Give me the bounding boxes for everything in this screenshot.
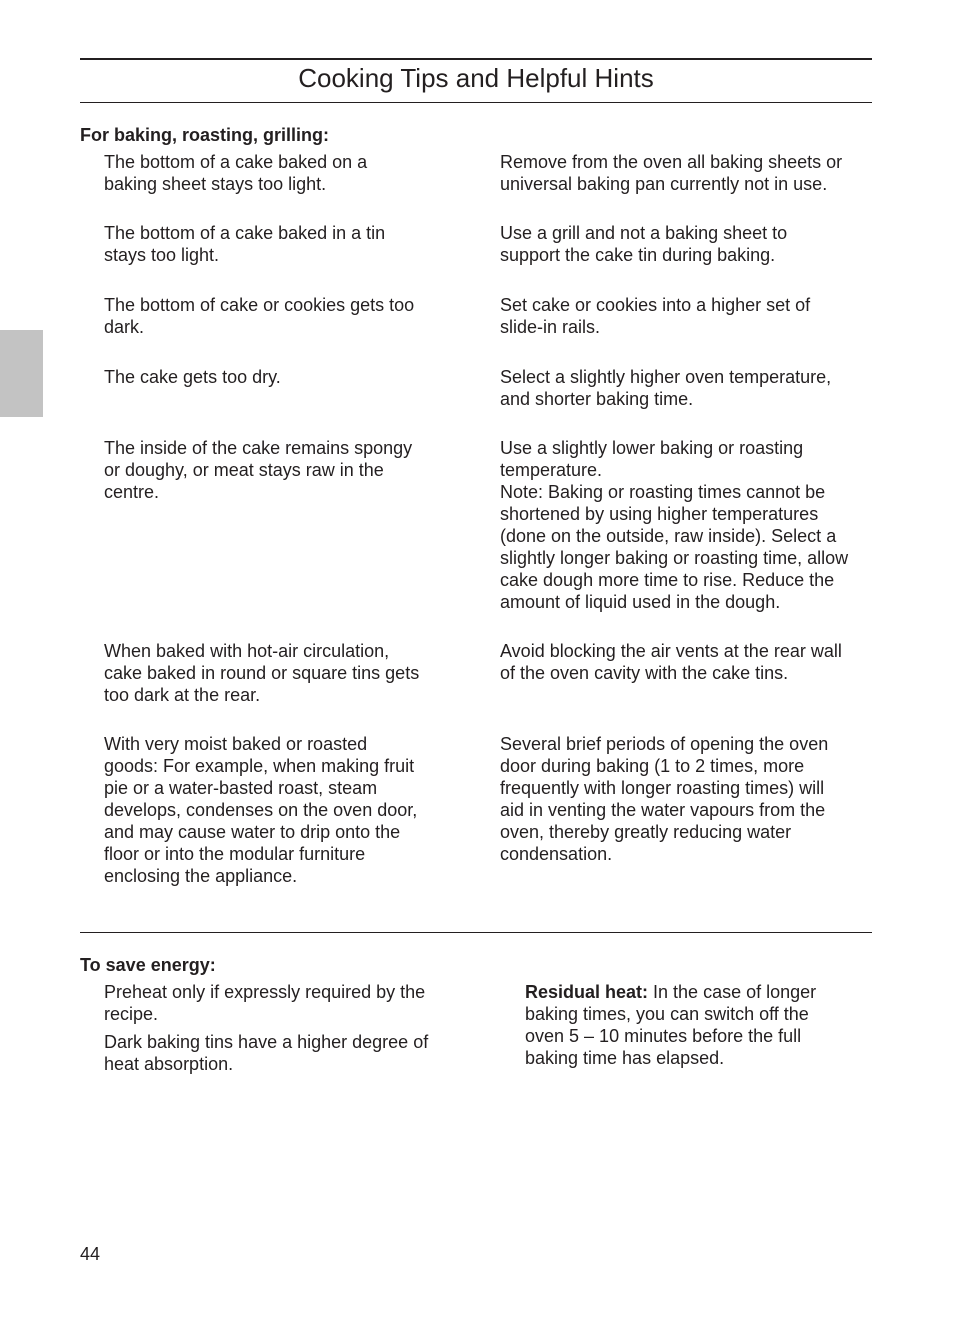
page-number: 44	[80, 1244, 101, 1264]
section-tab-marker	[0, 330, 43, 417]
energy-tip: Dark baking tins have a higher degree of heat absorption.	[104, 1032, 429, 1074]
residual-heat-text: In the case of longer baking times, you can switch off the oven 5 – 10 minutes before the full baking time has elapsed.	[525, 982, 817, 1068]
solution-text: Use a grill and not a baking sheet to support the cake tin during baking.	[500, 223, 788, 265]
solution-text: Set cake or cookies into a higher set of slide-in rails.	[500, 295, 811, 337]
residual-heat-label: Residual heat:	[525, 982, 649, 1002]
section-divider	[80, 932, 872, 933]
solution-text: Select a slightly higher oven temperature, and shorter baking time.	[500, 367, 832, 409]
solution-text: Use a slightly lower baking or roasting temperature. Note: Baking or roasting times cannot be shortened by using higher temperatures (done on the outside, raw inside). Select a slightly longer baking or roasting time, allow cake dough more time to rise. Reduce the amount of liquid used in the dough.	[500, 438, 849, 612]
energy-tip: Preheat only if expressly required by the recipe.	[104, 982, 426, 1024]
problem-text: The cake gets too dry.	[104, 367, 281, 387]
problem-text: When baked with hot-air circulation, cake baked in round or square tins gets too dark at the rear.	[104, 641, 420, 705]
solution-text: Several brief periods of opening the oven door during baking (1 to 2 times, more frequently with longer roasting times) will aid in venting the water vapours from the oven, thereby greatly reducing water condensation.	[500, 734, 829, 864]
energy-heading: To save energy:	[80, 955, 216, 975]
title-bottom-rule	[80, 102, 872, 103]
solution-text: Avoid blocking the air vents at the rear wall of the oven cavity with the cake tins.	[500, 641, 842, 683]
solution-text: Remove from the oven all baking sheets or universal baking pan currently not in use.	[500, 152, 843, 194]
residual-heat-note	[525, 981, 875, 1069]
title-top-rule	[80, 58, 872, 60]
problem-text: The bottom of a cake baked in a tin stays too light.	[104, 223, 386, 265]
problem-text: The bottom of cake or cookies gets too dark.	[104, 295, 415, 337]
problem-text: With very moist baked or roasted goods: For example, when making fruit pie or a water-basted roast, steam develops, condenses on the oven door, and may cause water to drip onto the floor or into the modular furniture enclosing the appliance.	[104, 734, 418, 886]
baking-heading: For baking, roasting, grilling:	[80, 125, 330, 145]
page-title: Cooking Tips and Helpful Hints	[298, 63, 654, 93]
problem-text: The inside of the cake remains spongy or doughy, or meat stays raw in the centre.	[104, 438, 413, 502]
problem-text: The bottom of a cake baked on a baking sheet stays too light.	[104, 152, 368, 194]
